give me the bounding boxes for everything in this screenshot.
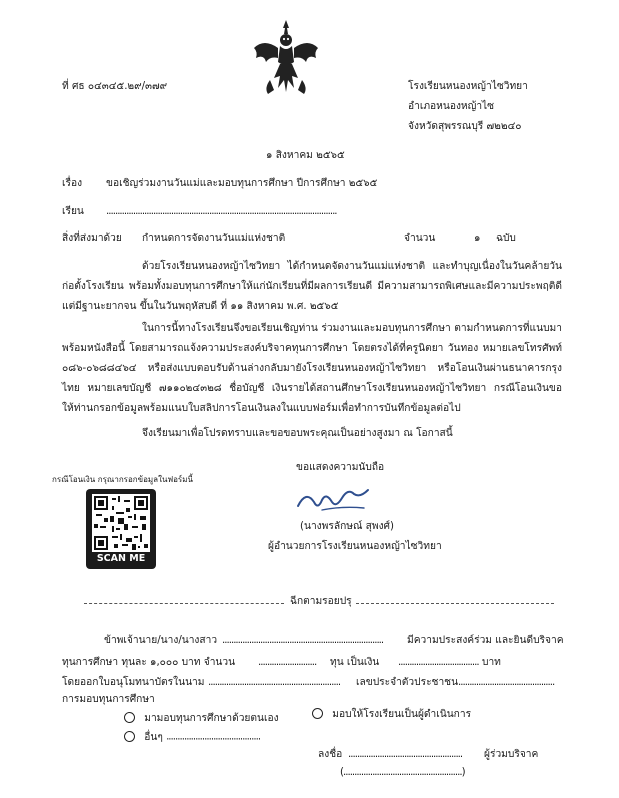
form-id-label: เลขประจำตัวประชาชน (356, 677, 459, 688)
recipient-dots: ....................................................................................................... (106, 206, 337, 217)
recipient-label: เรียน (62, 206, 84, 217)
closing-phrase: ขอแสดงความนับถือ (296, 462, 385, 473)
signer-position: ผู้อำนวยการโรงเรียนหนองหญ้าไซวิทยา (268, 541, 442, 552)
signer-name: (นางพรลักษณ์ สุพงศ์) (300, 521, 394, 532)
cut-line-right (356, 603, 554, 604)
body-paragraph-2: ในการนี้ทางโรงเรียนจึงขอเรียนเชิญท่าน ร่วมงานและมอบทุนการศึกษา ตามกำหนดการที่แนบมาพร้อมหนังสือนี้ โดยสามารถแจ้งความประสงค์บริจาคทุนการศึกษา โดยตรงได้ที่ครูนิตยา วันทอง หมายเลขโทรศัพท์ ๐๘๖-๐๖๘๘๔๖๔ หรือส่งแบบตอบรับด้านล่างกลับมายังโรงเรียนหนองหญ้าไซวิทยา หรือโอนเงินผ่านธนาคารกรุงไทย หมายเลขบัญชี ๗๑๑๐๒๔๓๒๘ ชื่อบัญชี เงินรายได้สถานศึกษาโรงเรียนหนองหญ้าไซวิทยา กรณีโอนเงินขอให้ท่านกรอกข้อมูลพร้อมแนบใบสลิปการโอนเงินลงในแบบฟอร์มเพื่อทำการบันทึกข้อมูลต่อไป (62, 323, 562, 414)
qr-code[interactable] (92, 494, 150, 552)
enclosure-label: สิ่งที่ส่งมาด้วย (62, 233, 122, 244)
sign-field[interactable]: ................................................... (348, 749, 463, 760)
option-self-deliver[interactable] (124, 712, 279, 725)
form-id-field[interactable]: ........................................... (458, 677, 555, 688)
radio-circle-icon[interactable] (312, 708, 323, 719)
school-name: โรงเรียนหนองหญ้าไซวิทยา (408, 81, 528, 92)
body-paragraph-1: ด้วยโรงเรียนหนองหญ้าไซวิทยา ได้กำหนดจัดงานวันแม่แห่งชาติ และทำบุญเนื่องในวันคล้ายวันก่อตั้งโรงเรียน พร้อมทั้งมอบทุนการศึกษาให้แก่นักเรียนที่มีผลการเรียนดี มีความสามารถพิเศษและมีความประพฤติดี แต่มีฐานะยากจน ขึ้นในวันพฤหัสบดี ที่ ๑๑ สิงหาคม พ.ศ. ๒๕๖๕ (62, 261, 562, 312)
form-intent-text: มีความประสงค์ร่วม และยินดีบริจาค (407, 635, 564, 646)
option-school-handle[interactable] (312, 708, 471, 721)
qr-caption: กรณีโอนเงิน กรุณากรอกข้อมูลในฟอร์มนี้ (52, 475, 193, 484)
enclosure-qty: ๑ (474, 233, 481, 244)
subject-label: เรื่อง (62, 178, 83, 189)
option-other[interactable] (124, 731, 260, 744)
form-name-prefix: ข้าพเจ้านาย/นาง/นางสาว (104, 635, 218, 646)
sign-name-field[interactable]: (.....................................................) (340, 767, 465, 778)
scan-me-label: SCAN ME (96, 553, 146, 564)
form-quantity-field[interactable]: .......................... (258, 657, 317, 668)
form-name-field[interactable]: ........................................................................ (222, 635, 384, 646)
body-paragraph-3: จึงเรียนมาเพื่อโปรดทราบและขอขอบพระคุณเป็นอย่างสูงมา ณ โอกาสนี้ (142, 428, 453, 439)
form-receipt-label: โดยออกใบอนุโมทนาบัตรในนาม (62, 677, 205, 688)
cut-line-text: ฉีกตามรอยปรุ (290, 596, 352, 607)
option-other-label: อื่นๆ (144, 731, 163, 743)
form-delivery-label: การมอบทุนการศึกษา (62, 694, 155, 705)
enclosure-text: กำหนดการจัดงานวันแม่แห่งชาติ (142, 233, 286, 244)
sign-label: ลงชื่อ (318, 749, 343, 760)
cut-line-left (84, 603, 284, 604)
option-self-deliver-label: มามอบทุนการศึกษาด้วยตนเอง (144, 712, 279, 724)
option-other-field[interactable]: .......................................... (166, 731, 261, 743)
handwritten-signature (292, 480, 378, 516)
school-province: จังหวัดสุพรรณบุรี ๗๒๒๔๐ (408, 121, 522, 132)
form-amount-field[interactable]: .................................... (398, 657, 479, 668)
letter-date: ๑ สิงหาคม ๒๕๖๕ (266, 150, 345, 161)
reference-number: ที่ ศธ ๐๔๓๔๕.๒๙/๓๗๙ (62, 81, 168, 92)
radio-circle-icon[interactable] (124, 731, 135, 742)
form-baht-label: บาท (482, 657, 501, 668)
option-school-handle-label: มอบให้โรงเรียนเป็นผู้ดำเนินการ (332, 708, 472, 720)
subject-text: ขอเชิญร่วมงานวันแม่และมอบทุนการศึกษา ปีการศึกษา ๒๕๖๕ (106, 178, 378, 189)
form-receipt-name-field[interactable]: ........................................................... (208, 677, 341, 688)
form-scholarship-text: ทุนการศึกษา ทุนละ ๑,๐๐๐ บาท จำนวน (62, 657, 236, 668)
school-district: อำเภอหนองหญ้าไซ (408, 101, 495, 112)
enclosure-qty-label: จำนวน (404, 233, 436, 244)
garuda-emblem (250, 18, 322, 96)
radio-circle-icon[interactable] (124, 712, 135, 723)
qr-code-card[interactable] (86, 489, 156, 569)
qr-pattern (92, 494, 150, 552)
form-amount-label: ทุน เป็นเงิน (330, 657, 380, 668)
enclosure-unit: ฉบับ (496, 233, 516, 244)
sign-role: ผู้ร่วมบริจาค (484, 749, 539, 760)
